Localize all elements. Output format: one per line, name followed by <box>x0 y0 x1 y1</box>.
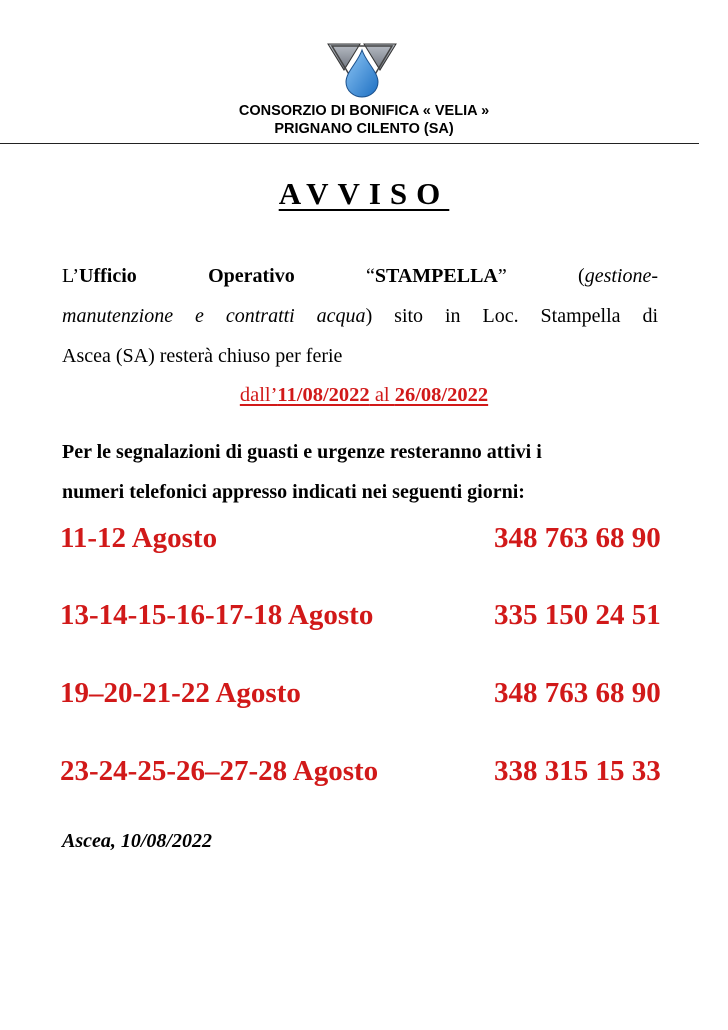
emergency-paragraph <box>62 432 658 512</box>
schedule-phone: 348 763 68 90 <box>494 522 661 554</box>
emergency-line-1: Per le segnalazioni di guasti e urgenze resteranno attivi i <box>62 441 542 463</box>
notice-paragraph <box>62 256 658 376</box>
schedule-days: 19–20-21-22 Agosto <box>60 677 301 709</box>
schedule-phone: 338 315 15 33 <box>494 755 661 787</box>
schedule-days: 23-24-25-26–27-28 Agosto <box>60 755 379 787</box>
schedule-days: 11-12 Agosto <box>60 522 218 554</box>
schedule-days: 13-14-15-16-17-18 Agosto <box>60 599 374 631</box>
closure-dates: dall’11/08/2022 al 26/08/2022 <box>239 384 489 406</box>
consorzio-logo-icon <box>326 42 398 98</box>
schedule-row <box>60 522 692 562</box>
notice-title: AVVISO <box>278 176 450 211</box>
notice-line-2: manutenzione e contratti acqua) sito in Loc. Stampella di <box>62 305 659 327</box>
organization-location: PRIGNANO CILENTO (SA) <box>274 121 454 137</box>
schedule-row <box>60 755 692 795</box>
notice-line-3: Ascea (SA) resterà chiuso per ferie <box>62 345 343 367</box>
schedule-phone: 335 150 24 51 <box>494 599 661 631</box>
organization-name: CONSORZIO DI BONIFICA « VELIA » <box>238 103 490 119</box>
place-and-date: Ascea, 10/08/2022 <box>62 830 212 852</box>
emergency-line-2: numeri telefonici appresso indicati nei seguenti giorni: <box>62 481 525 503</box>
schedule-row <box>60 677 692 717</box>
schedule-row <box>60 599 692 639</box>
notice-line-1: L’Ufficio Operativo “STAMPELLA” (gestione- <box>62 265 658 287</box>
schedule-phone: 348 763 68 90 <box>494 677 661 709</box>
header-divider <box>0 143 699 144</box>
